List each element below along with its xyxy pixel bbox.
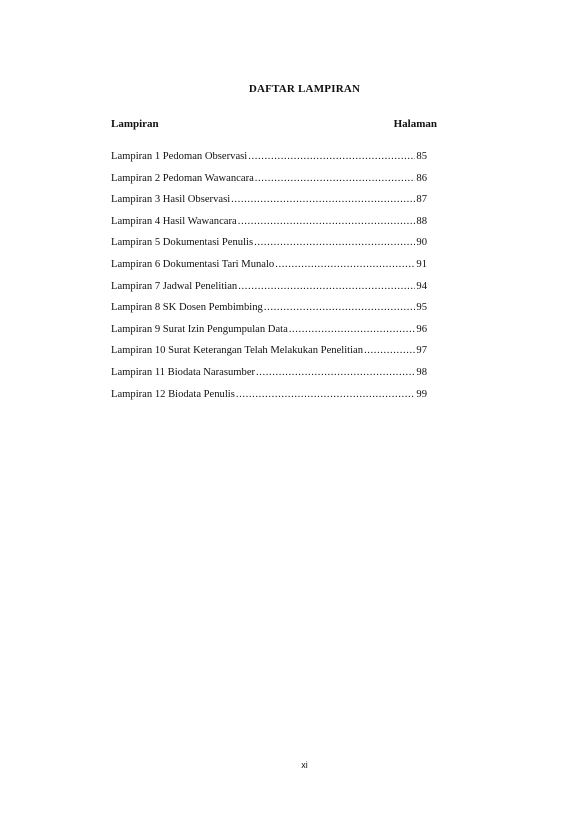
page-number: xi xyxy=(301,760,308,770)
dot-leader xyxy=(236,389,416,400)
dot-leader xyxy=(256,367,415,378)
column-header-halaman: Halaman xyxy=(393,118,437,130)
appendix-entry-page: 98 xyxy=(416,366,427,378)
appendix-entry xyxy=(111,237,427,259)
appendix-entry-label: Lampiran 2 Pedoman Wawancara xyxy=(111,172,254,184)
appendix-entry-label: Lampiran 12 Biodata Penulis xyxy=(111,388,235,400)
appendix-entry-label: Lampiran 9 Surat Izin Pengumpulan Data xyxy=(111,323,288,335)
dot-leader xyxy=(254,237,415,248)
dot-leader xyxy=(275,259,415,270)
dot-leader xyxy=(255,173,416,184)
appendix-entry-page: 91 xyxy=(416,258,427,270)
appendix-entry-page: 85 xyxy=(416,151,427,162)
appendix-entry-label: Lampiran 10 Surat Keterangan Telah Melakukan Penelitian xyxy=(111,345,364,357)
appendix-entry-page: 95 xyxy=(416,302,427,314)
appendix-entry-page: 88 xyxy=(416,215,427,227)
dot-leader xyxy=(264,302,416,313)
dot-leader xyxy=(289,324,416,335)
appendix-entry-page: 90 xyxy=(416,237,427,249)
appendix-entry-page: 86 xyxy=(416,172,427,184)
appendix-entry-label: Lampiran 5 Dokumentasi Penulis xyxy=(111,237,254,249)
appendix-entry-page: 94 xyxy=(416,280,427,292)
column-header-lampiran: Lampiran xyxy=(111,118,159,130)
page-title: DAFTAR LAMPIRAN xyxy=(248,83,361,95)
appendix-entry-page: 97 xyxy=(416,345,427,357)
appendix-entry xyxy=(111,216,427,238)
appendix-entry xyxy=(111,259,427,281)
appendix-entry xyxy=(111,389,427,411)
appendix-entry xyxy=(111,324,427,346)
appendix-entry xyxy=(111,173,427,195)
appendix-entry-label: Lampiran 7 Jadwal Penelitian xyxy=(111,280,238,292)
appendix-entry xyxy=(111,302,427,324)
appendix-entry-label: Lampiran 11 Biodata Narasumber xyxy=(111,366,256,378)
appendix-entry-page: 96 xyxy=(416,323,427,335)
dot-leader xyxy=(248,151,415,162)
dot-leader xyxy=(238,216,416,227)
appendix-entry xyxy=(111,345,427,367)
appendix-entry xyxy=(111,281,427,303)
dot-leader xyxy=(231,194,415,205)
appendix-entry xyxy=(111,367,427,389)
appendix-entry-label: Lampiran 1 Pedoman Observasi xyxy=(111,151,248,162)
appendix-entry-label: Lampiran 3 Hasil Observasi xyxy=(111,194,231,206)
appendix-entry-label: Lampiran 8 SK Dosen Pembimbing xyxy=(111,302,263,314)
appendix-entry-label: Lampiran 6 Dokumentasi Tari Munalo xyxy=(111,258,275,270)
appendix-list xyxy=(111,151,427,410)
dot-leader xyxy=(364,345,415,356)
appendix-entry-page: 87 xyxy=(416,194,427,206)
appendix-entry-label: Lampiran 4 Hasil Wawancara xyxy=(111,215,237,227)
appendix-entry-page: 99 xyxy=(416,388,427,400)
column-header-row xyxy=(111,118,437,130)
appendix-entry xyxy=(111,194,427,216)
appendix-entry xyxy=(111,151,427,173)
dot-leader xyxy=(238,281,415,292)
